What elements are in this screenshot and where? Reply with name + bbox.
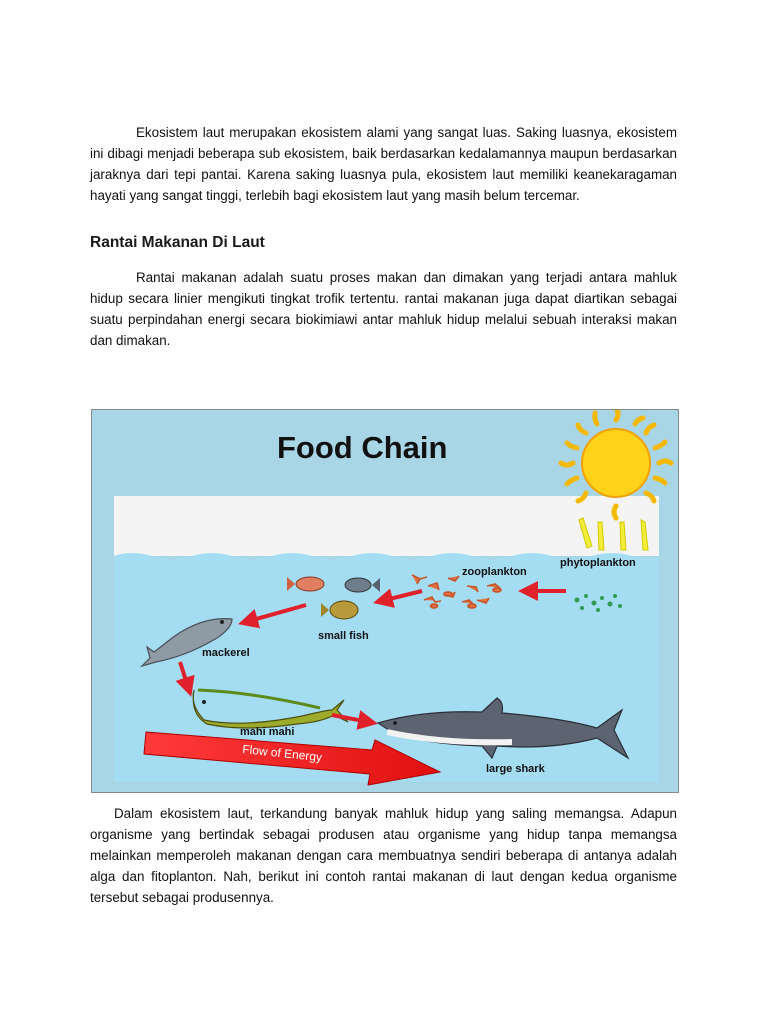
label-zooplankton: zooplankton <box>462 566 527 578</box>
figure-title: Food Chain <box>277 430 448 465</box>
label-large-shark: large shark <box>486 763 545 775</box>
label-mahi-mahi: mahi mahi <box>240 726 295 738</box>
horizon-band <box>114 496 659 556</box>
label-small-fish: small fish <box>318 630 369 642</box>
label-mackerel: mackerel <box>202 647 250 659</box>
section-heading: Rantai Makanan Di Laut <box>90 234 265 251</box>
label-phytoplankton: phytoplankton <box>560 557 636 569</box>
closing-paragraph: Dalam ekosistem laut, terkandung banyak mahluk hidup yang saling memangsa. Adapun organisme yang bertindak sebagai produsen atau organisme yang hidup tanpa memangsa melainkan memperoleh makanan dengan cara membuatnya sendiri beberapa di antanya adalah alga dan fitoplanton. Nah, berikut ini contoh rantai makanan di laut dengan kedua organisme tersebut sebagai produsennya. <box>90 806 677 905</box>
label-flow-of-energy: Flow of Energy <box>241 742 323 765</box>
intro-paragraph: Ekosistem laut merupakan ekosistem alami yang sangat luas. Saking luasnya, ekosistem ini dibagi menjadi beberapa sub ekosistem, baik berdasarkan kedalamannya maupun berdasarkan jaraknya dari tepi pantai. Karena saking luasnya pula, ekosistem laut memiliki keanekaragaman hayati yang sangat tinggi, terlebih bagi ekosistem laut yang masih belum tercemar. <box>90 125 677 203</box>
definition-paragraph: Rantai makanan adalah suatu proses makan dan dimakan yang terjadi antara mahluk hidup secara linier mengikuti tingkat trofik tertentu. rantai makanan juga dapat diartikan sebagai suatu perpindahan energi secara biokimiawi antar mahluk hidup melalui sebuah interaksi makan dan dimakan. <box>90 270 677 348</box>
food-chain-figure <box>91 409 679 793</box>
